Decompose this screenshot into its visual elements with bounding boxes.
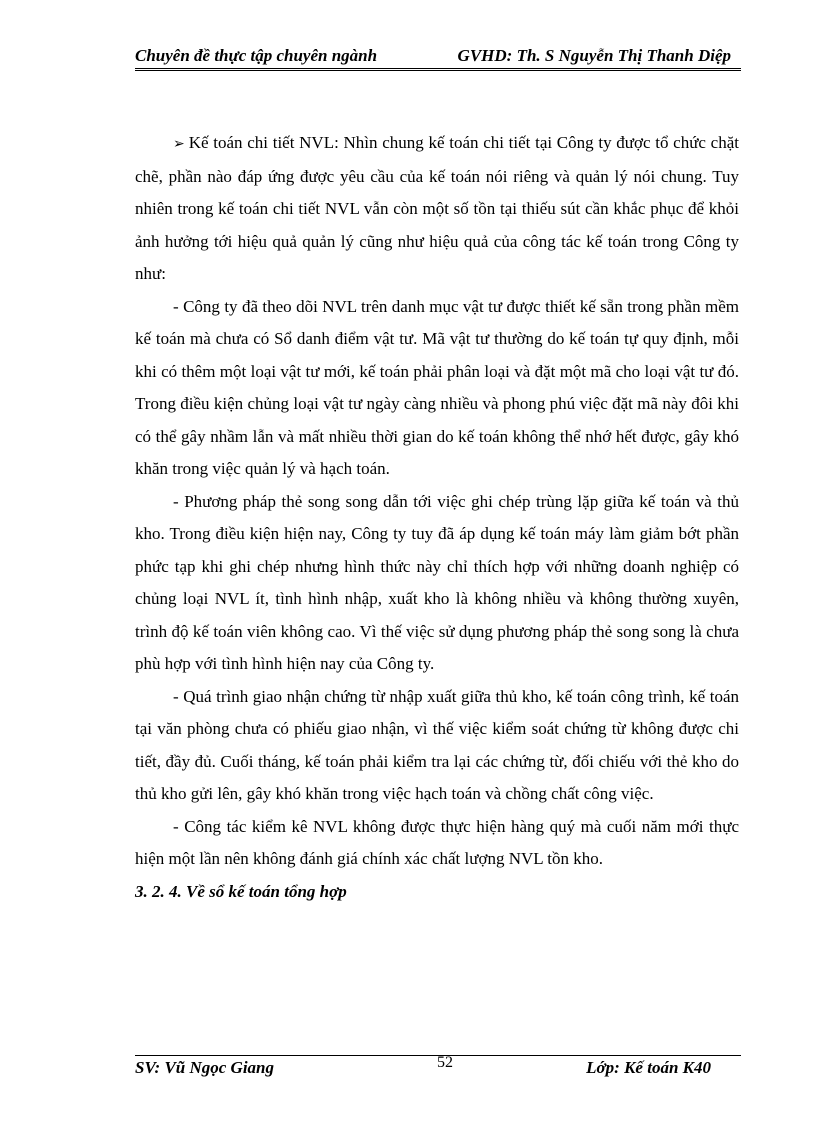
paragraph-text: Kế toán chi tiết NVL: Nhìn chung kế toán chi tiết tại Công ty được tổ chức chặt chẽ, phần nào đáp ứng được yêu cầu của kế toán nói riêng và quản lý nói chung. Tuy nhiên trong kế toán chi tiết NVL vẫn còn một số tồn tại thiếu sút cần khắc phục để khỏi ảnh hưởng tới hiệu quả quản lý cũng như hiệu quả của công tác kế toán trong Công ty như:: [135, 133, 739, 283]
footer-class-name: Lớp: Kế toán K40: [586, 1058, 711, 1077]
arrowhead-bullet-icon: ➢: [173, 136, 185, 152]
header-supervisor: GVHD: Th. S Nguyễn Thị Thanh Diệp: [457, 46, 731, 65]
paragraph-parallel-card-method: - Phương pháp thẻ song song dẫn tới việc ghi chép trùng lặp giữa kế toán và thủ kho. Trong điều kiện hiện nay, Công ty tuy đã áp dụng kế toán máy làm giảm bớt phần phức tạp khi ghi chép nhưng hình thức này chỉ thích hợp với những doanh nghiệp có chủng loại NVL ít, tình hình nhập, xuất kho là không nhiều và không thường xuyên, trình độ kế toán viên không cao. Vì thế việc sử dụng phương pháp thẻ song song là chưa phù hợp với tình hình hiện nay của Công ty.: [135, 491, 739, 673]
paragraph-detail-accounting: [135, 127, 739, 291]
footer-student-name: SV: Vũ Ngọc Giang: [135, 1058, 275, 1077]
page-header: [135, 44, 741, 71]
document-body: [135, 127, 739, 908]
paragraph-document-handover: - Quá trình giao nhận chứng từ nhập xuất giữa thủ kho, kế toán công trình, kế toán tại văn phòng chưa có phiếu giao nhận, vì thế việc kiểm soát chứng từ không được chi tiết, đầy đủ. Cuối tháng, kế toán phải kiểm tra lại các chứng từ, đối chiếu với thẻ kho do thủ kho gửi lên, gây khó khăn trong việc hạch toán và chồng chất công việc.: [135, 686, 739, 803]
paragraph-item-catalog: - Công ty đã theo dõi NVL trên danh mục vật tư được thiết kế sẵn trong phần mềm kế toán mà chưa có Sổ danh điểm vật tư. Mã vật tư thường do kế toán tự quy định, mỗi khi có thêm một loại vật tư mới, kế toán phải phân loại và đặt một mã cho loại vật tư đó. Trong điều kiện chủng loại vật tư ngày càng nhiều và phong phú việc đặt mã này đôi khi có thể gây nhầm lẫn và mất nhiều thời gian do kế toán không thể nhớ hết được, gây khó khăn trong việc quản lý và hạch toán.: [135, 296, 739, 478]
paragraph-inventory-count: - Công tác kiểm kê NVL không được thực hiện hàng quý mà cuối năm mới thực hiện một lần nên không đánh giá chính xác chất lượng NVL tồn kho.: [135, 816, 739, 868]
section-heading: 3. 2. 4. Về sổ kế toán tổng hợp: [135, 881, 347, 901]
page-footer: [135, 1055, 741, 1082]
header-document-title: Chuyên đề thực tập chuyên ngành: [135, 46, 378, 65]
page-number: 52: [437, 1054, 453, 1071]
